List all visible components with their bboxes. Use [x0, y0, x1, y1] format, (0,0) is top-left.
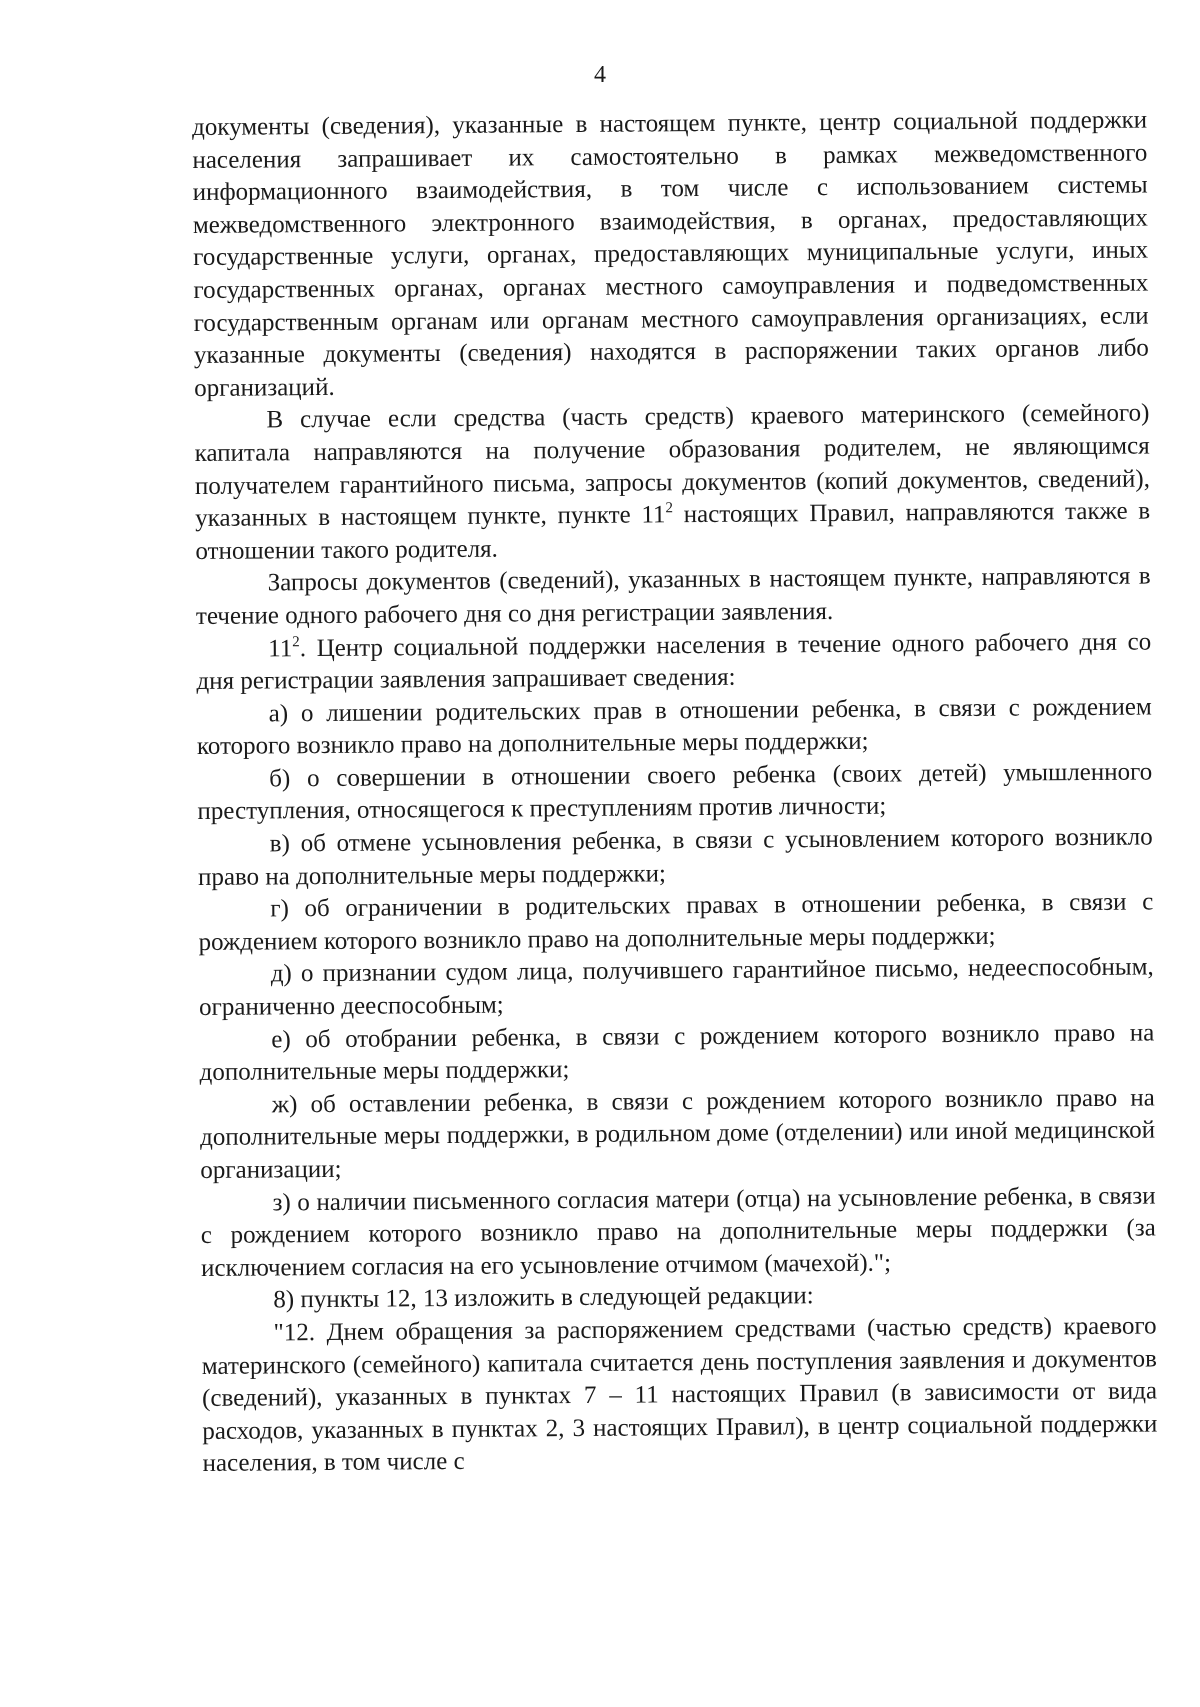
paragraph-requests-deadline: Запросы документов (сведений), указанных в настоящем пункте, направляются в течение одного рабочего дня со дня регистрации заявления.: [195, 562, 1151, 630]
page-number: 4: [594, 62, 606, 88]
paragraph-amendment-8: 8) пункты 12, 13 изложить в следующей редакции:: [273, 1282, 814, 1314]
list-item-zh: ж) об оставлении ребенка, в связи с рождением которого возникло право на дополнительные меры поддержки, в родильном доме (отделении) или иной медицинской организации;: [199, 1084, 1156, 1184]
list-item-v: в) об отмене усыновления ребенка, в связи с усыновлением которого возникло право на дополнительные меры поддержки;: [197, 823, 1153, 891]
list-item-e: е) об отобрании ребенка, в связи с рождением которого возникло право на дополнительные меры поддержки;: [199, 1019, 1155, 1087]
list-item-b: б) о совершении в отношении своего ребенка (своих детей) умышленного преступления, относящегося к преступлениям против личности;: [197, 758, 1153, 826]
list-item-g: г) об ограничении в родительских правах в отношении ребенка, в связи с рождением которого возникло право на дополнительные меры поддержки;: [198, 888, 1154, 956]
paragraph-education-parent: В случае если средства (часть средств) краевого материнского (семейного) капитала направляются на получение образования родителем, не являющимся получателем гарантийного письма, запросы документов (копий документов, сведений), указанных в настоящем пункте, пункте $11^2$ настоящих Правил, направляются также в отношении такого родителя.: [194, 399, 1151, 565]
paragraph-clause-11-2: $11^2$. Центр социальной поддержки населения в течение одного рабочего дня со дня регистрации заявления запрашивает сведения:: [196, 627, 1152, 696]
paragraph-clause-12: "12. Днем обращения за распоряжением средствами (частью средств) краевого материнского (семейного) капитала считается день поступления заявления и документов (сведений), указанных в пунктах 7 – 11 настоящих Правил (в зависимости от вида расходов, указанных в пунктах 2, 3 настоящих Правил), в центр социальной поддержки населения, в том числе с: [201, 1312, 1158, 1478]
list-item-z: з) о наличии письменного согласия матери (отца) на усыновление ребенка, в связи с рождением которого возникло право на дополнительные меры поддержки (за исключением согласия на его усыновление отчимом (мачехой).";: [200, 1182, 1156, 1282]
list-item-a: а) о лишении родительских прав в отношении ребенка, в связи с рождением которого возникло право на дополнительные меры поддержки;: [196, 693, 1152, 761]
list-item-d: д) о признании судом лица, получившего гарантийное письмо, недееспособным, ограниченно дееспособным;: [198, 953, 1154, 1022]
document-body: [192, 104, 1158, 1480]
paragraph-continuation: документы (сведения), указанные в настоящем пункте, центр социальной поддержки населения запрашивает их самостоятельно в рамках межведомственного информационного взаимодействия, в том числе с использованием системы межведомственного электронного взаимодействия, в органах, предоставляющих государственные услуги, органах, предоставляющих муниципальные услуги, иных государственных органах, органах местного самоуправления и подведомственных государственным органам или органам местного самоуправления организациях, если указанные документы (сведения) находятся в распоряжении таких органов либо организаций.: [192, 106, 1149, 402]
